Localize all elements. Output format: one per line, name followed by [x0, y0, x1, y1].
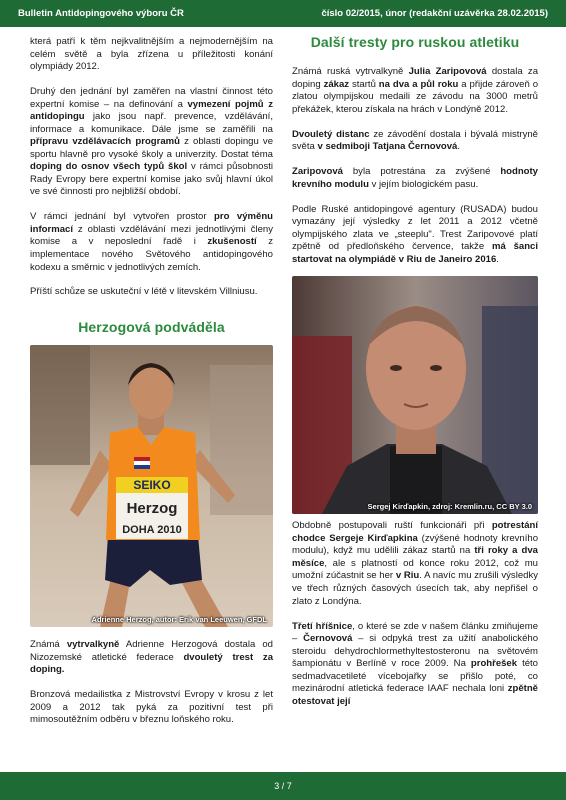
bold-text-run: zákaz — [323, 78, 350, 90]
text-run: byla potrestána za zvýšené — [342, 166, 501, 178]
bold-text-run: Dvouletý distanc — [292, 128, 370, 140]
right-column — [292, 36, 538, 708]
text-run: Známá — [30, 639, 67, 651]
text-run: v rámci působnosti Rady Evropy bere expertní komise jako svůj hlavní úkol ve své činnosti pro nejbližší období. — [30, 161, 273, 198]
text-run: . — [457, 141, 461, 153]
bold-text-run: v sedmiboji Tatjana Černovová — [317, 141, 458, 153]
paragraph — [292, 621, 538, 709]
text-run: Obdobně postupovali ruští funkcionáři při — [292, 520, 492, 532]
bold-text-run: vymezení pojmů z antidopingu — [30, 98, 273, 123]
text-run: z implementace nového Světového antidopingového kodexu a směrnic v jednotlivých zemích. — [30, 236, 273, 273]
paragraph — [292, 520, 538, 608]
paragraph — [30, 86, 273, 199]
bold-text-run: vytrvalkyně — [66, 639, 120, 651]
paragraph — [292, 204, 538, 267]
text-run: v jejím biologickém pasu. — [368, 178, 479, 190]
bold-text-run: Černovová — [303, 633, 353, 645]
bib-city: DOHA 2010 — [122, 524, 182, 537]
runner-photo-image — [30, 345, 273, 627]
text-run: (zvýšené hodnoty krevního modulu), když mu udělili zákaz startů na — [292, 532, 539, 557]
bold-text-run: na dva a půl roku — [378, 78, 459, 90]
photo-herzog — [30, 345, 273, 627]
text-run: z oblasti vzdělávání mezi jednotlivými členy komise a v neposlední řadě i — [30, 223, 273, 248]
paragraph — [30, 211, 273, 274]
footer-bar — [0, 772, 566, 800]
text-run: startů — [349, 78, 379, 90]
bold-text-run: zkušeností — [207, 236, 257, 248]
paragraph — [30, 689, 273, 727]
text-run: Bronzová medailistka z Mistrovství Evropy v krosu z let 2009 a 2012 tak pyká za pozitivní test při mimosoutěžním odběru v březnu loňského roku. — [30, 689, 273, 726]
paragraph — [30, 36, 273, 74]
text-run: této sedmadvacetileté vícebojařky se přišlo poté, co mezinárodní atletická federace IAAF nechala loni — [292, 658, 538, 695]
text-run: z oblasti dopingu ve sportu hlavně pro vysoké školy a univerzity. Dostat téma — [30, 136, 273, 160]
text-run: . — [496, 253, 499, 265]
photo-caption: Adrienne Herzog, autor: Erik van Leeuwen, GFDL — [91, 615, 267, 625]
bulletin-title: Bulletin Antidopingového výboru ČR — [18, 8, 184, 19]
section-heading: Další tresty pro ruskou atletiku — [310, 34, 520, 50]
header-bar — [0, 0, 566, 27]
page-number: 3 / 7 — [274, 781, 292, 791]
bold-text-run: Třetí hříšnice — [292, 620, 353, 632]
text-run: která patří k těm nejkvalitnějším a nejmodernějším na celém světě a byla zřízena u příležitosti konání olympiády 2012. — [30, 36, 273, 73]
text-run: , o které se zde v našem článku zmiňujeme – — [292, 620, 539, 645]
bold-text-run: zpětně otestovat její — [292, 683, 538, 707]
photo-caption: Sergej Kirďapkin, zdroj: Kremlin.ru, CC BY 3.0 — [367, 502, 532, 512]
bold-text-run: potrestání chodce Sergeje Kirďapkina — [292, 520, 538, 544]
text-run: Příští schůze se uskuteční v létě v litevském Villniusu. — [30, 286, 258, 298]
bold-text-run: tři roky a dva měsíce — [292, 545, 538, 569]
issue-info: číslo 02/2015, únor (redakční uzávěrka 28.02.2015) — [321, 8, 548, 19]
portrait-photo-image — [292, 276, 538, 514]
text-run: Známá ruská vytrvalkyně — [292, 66, 409, 77]
bold-text-run: hodnoty krevního modulu — [292, 166, 538, 190]
paragraph — [292, 166, 538, 191]
text-run: Podle Ruské antidopingové agentury (RUSADA) budou vymazány její výsledky z let 2011 a 2012 včetně olympijského zlata ve „steeplu". Trest Zaripovové platí zpětně od předloňského července, takže — [292, 203, 538, 253]
text-run: – si odpyká trest za užití anabolického steroidu dehydrochlormethyltestosteronu na světovém šampionátu v Berlíně v roce 2009. Na — [292, 633, 539, 670]
bold-text-run: pro výměnu informací — [30, 211, 273, 235]
text-run: ze závodění dostala i bývalá mistryně světa — [292, 128, 538, 153]
text-run: , ale s platností od konce roku 2012, což mu umožní zúčastnit se her — [292, 557, 538, 582]
bold-text-run: prohřešek — [470, 658, 518, 670]
text-run: Adrienne Herzogová dostala od Nizozemské atletické federace — [30, 639, 273, 663]
text-run: Druhý den jednání byl zaměřen na vlastní činnost této expertní komise – na definování a — [30, 86, 273, 110]
bold-text-run: přípravu vzdělávacích programů — [30, 136, 180, 148]
bold-text-run: má šanci startovat na olympiádě v Riu de Janeiro 2016 — [292, 241, 538, 265]
bold-text-run: v Riu — [395, 570, 420, 582]
text-run: . A navíc mu zrušili výsledky ve třech různých časových úsecích tak, aby nepřišel o zlato z Londýna. — [292, 570, 538, 607]
bold-text-run: Zaripovová — [292, 166, 343, 178]
left-column — [30, 36, 273, 739]
paragraph — [30, 639, 273, 677]
paragraph — [30, 286, 273, 299]
bib-sponsor: SEIKO — [133, 478, 171, 493]
text-run: a přijde zároveň o zlatou olympijskou medaili ze závodu na 3000 metrů překážek, kterou získala na hrách v Londýně 2012. — [292, 78, 539, 115]
paragraph — [292, 66, 538, 116]
text-run: jako jsou např. prevence, vzdělávání, informace a komunikace. Dále jsme se zaměřili na — [30, 111, 273, 135]
bold-text-run: Julia Zaripovová — [408, 66, 487, 77]
bold-text-run: doping do osnov všech typů škol — [30, 161, 188, 173]
text-run: V rámci jednání byl vytvořen prostor — [30, 211, 215, 223]
bib-name: Herzog — [126, 500, 178, 518]
photo-kirdapkin — [292, 276, 538, 514]
text-run: dostala za doping — [292, 66, 539, 90]
section-heading: Herzogová podváděla — [78, 319, 225, 336]
bold-text-run: dvouletý trest za doping. — [30, 651, 274, 676]
paragraph — [292, 129, 538, 154]
